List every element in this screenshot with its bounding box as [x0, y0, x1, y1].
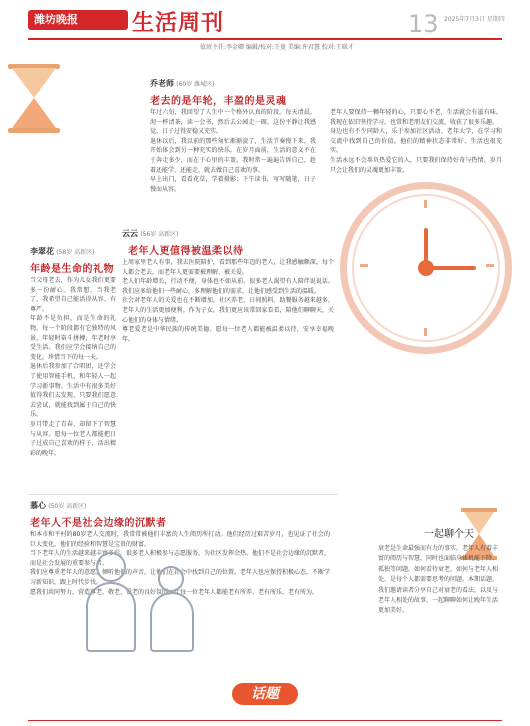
hourglass-bottom — [12, 98, 56, 128]
issue-date: 2025年7月3日 星期四 — [444, 16, 505, 23]
clock-tick — [486, 264, 494, 267]
essay-body: 衰老是生命最强而有力的事实。老年人有着丰富的阅历与智慧，同时也面临身体机能下降、孤独等问题。如何看待衰老，如何与老年人相处，是每个人都需要思考的问题。本期话题，我们邀请读者分享自己对衰老的看法，以及与老年人相处的故事，一起聊聊如何让晚年生活更加美好。 — [378, 545, 499, 615]
article2-headline: 老年人更值得被温柔以待 — [128, 246, 244, 257]
article1-headline: 老去的是年轮，丰盈的是灵魂 — [150, 96, 287, 107]
article3-author: 李翠花 (58岁 高新区) — [30, 247, 95, 256]
clock-tick — [424, 200, 427, 208]
person-icon — [158, 566, 184, 592]
article2-body: 上周家里老人有事，我去医院陪护，看到那些年迈的老人，让我感触颇深。每个人都会老去，而老年人更需要被理解、被关爱。 老人们年龄增长，行动不便，身体也不如从前。很多老人渴望有人陪伴说说话。我们应多给他们一些耐心，多理解他们的需求，让他们感受到生活的温暖。 社会对老年人的关爱也在不断增加，社区养老、日间照料、助餐服务越来越多，老年人的生活更加便利。作为子女，我们更应该常回家看看，陪他们聊聊天，关心他们的身体与情绪。 尊老爱老是中华民族的传统美德。愿每一位老人都能被温柔以待，安享幸福晚年。 — [122, 259, 334, 343]
article4-body: 和本市和平村的80岁老人交流时，我常常被他们丰富的人生阅历所打动。他们经历过艰苦岁月，也见证了社会的巨大变化，他们的经验和智慧是宝贵的财富。 当下老年人的生活越来越丰富多彩，很多老人积极参与志愿服务，为社区发挥余热。他们不是社会边缘的沉默者，而是社会发展的重要参与者。 我们应尊重老年人的意愿，倾听他们的声音，让他们在社会中找到自己的位置。老年人也应保持积极心态，不断学习新知识，跟上时代步伐。 愿我们共同努力，营造尊老、敬老、爱老的良好氛围，让每一位老年人都能老有所养、老有所乐、老有所为。 — [30, 531, 330, 596]
article1-body-col2: 老年人要保持一颗年轻的心。只要心不老，生活就会有滋有味。我现在依旧坚持学习，也常和老朋友们交流，收获了很多乐趣。 身边也有不少同龄人，乐于参加社区活动、老年大学，在学习和交流中找到自己的价值。他们的精神状态非常好，生活也很充实。 生活永远不会辜负热爱它的人，只要我们保持好奇与热情，岁月只会让我们的灵魂更加丰盈。 — [330, 109, 502, 174]
clock-tick — [424, 328, 427, 336]
footer-divider — [28, 720, 502, 721]
person-body — [86, 582, 136, 652]
header-divider — [28, 38, 502, 40]
article3-headline: 年龄是生命的礼物 — [30, 264, 114, 275]
clock-tick — [360, 264, 368, 267]
article1-body-col1: 年过六旬，我回望了人生中一个格外认真的阶段。每天清晨，沏一杯清茶，读一会书，然后去公园走一圈。这份平静让我感觉，日子过得安稳又充实。 退休以后，我以前的那些匆忙渐渐淡了，生活节奏慢下来，我开始体会到另一种充实的快乐。在岁月面前，生活的意义不在于奔走多少，而在于心里的丰盈。我时常一遍遍告诉自己，趁着还能学、还能走，就去做自己喜欢的事。 早上出门，看看花草，学着摄影；下午读书，写写随笔，日子慢而从容。 — [150, 109, 316, 193]
newspaper-logo: 潍坊晚报 — [28, 10, 128, 30]
section-divider — [28, 494, 338, 495]
person-body — [150, 592, 194, 652]
article2-author: 云云 (56岁 高新区) — [122, 229, 179, 238]
article1-author: 乔老师 (60岁 潍城区) — [150, 79, 215, 88]
hourglass-base — [8, 128, 60, 133]
essay-title: 一起聊个天 — [424, 529, 474, 540]
page-number: 13 — [408, 10, 439, 38]
article4-author: 慕心 (50岁 高新区) — [30, 501, 87, 510]
article3-body: 当父母老去，作为儿女我们更要多一份耐心。我常想，当我老了，我希望自己能活得从容、有尊严。 年龄不是负担，而是生命的礼物。每一个阶段都有它独特的风景，年轻时奋斗拼搏，年老时享受生活。我们应学会接纳自己的变化，珍惜当下的每一天。 退休后我参加了合唱团，还学会了使用智能手机，和年轻人一起学习新事物。生活中有很多美好值得我们去发现，只要我们愿意去尝试，就能找到属于自己的快乐。 岁月带走了青春，却留下了智慧与从容。愿每一位老人都能把日子过成自己喜欢的样子，活出精彩的晚年。 — [30, 277, 116, 457]
article4-headline: 老年人不是社会边缘的沉默者 — [30, 518, 167, 529]
clock-center — [418, 260, 434, 276]
editor-credits: 值班主任:李金卿 编辑/校对:王曼 美编:许君慧 校对:王联才 — [200, 44, 354, 51]
page-title: 生活周刊 — [132, 11, 225, 36]
person-icon — [96, 552, 126, 582]
topic-badge: 话题 — [232, 683, 298, 705]
hourglass-top — [12, 68, 56, 98]
